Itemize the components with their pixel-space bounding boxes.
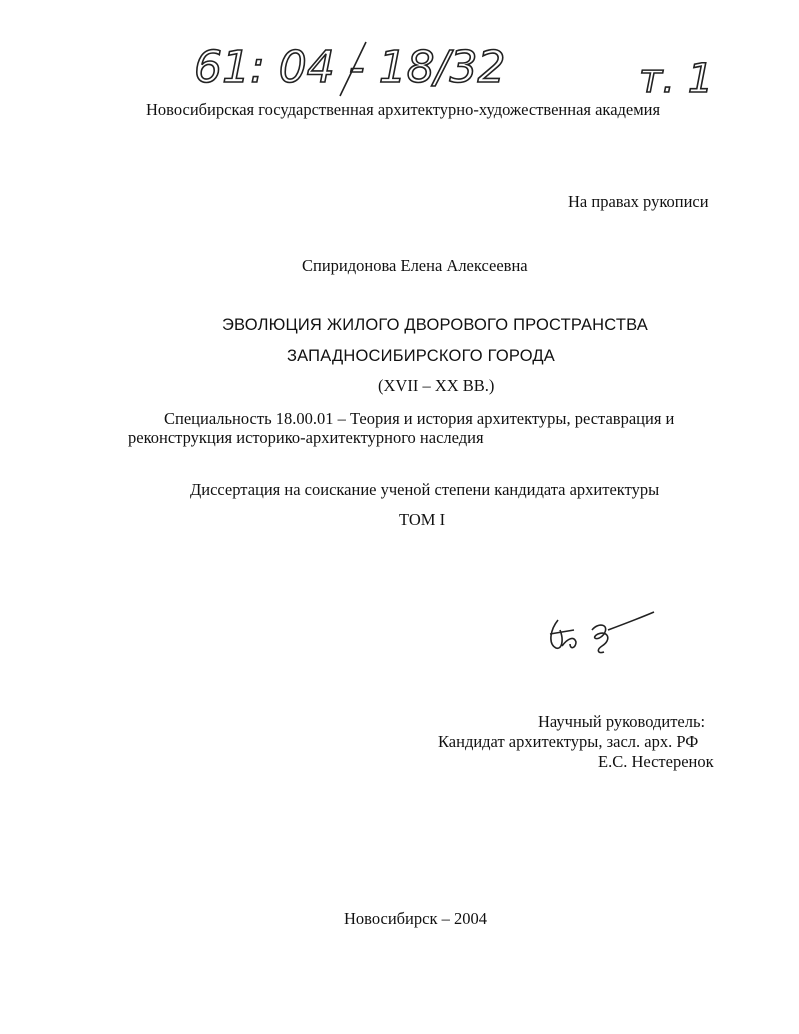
handwritten-code	[190, 30, 506, 100]
dissertation-description: Диссертация на соискание ученой степени кандидата архитектуры	[190, 480, 660, 499]
supervisor-name: Е.С. Нестеренок	[598, 752, 714, 771]
city-year: Новосибирск – 2004	[344, 909, 487, 928]
title-line-1: ЭВОЛЮЦИЯ ЖИЛОГО ДВОРОВОГО ПРОСТРАНСТВА	[222, 316, 648, 334]
handwritten-volume-mark	[635, 48, 725, 106]
volume-label: ТОМ I	[399, 510, 446, 529]
title-line-3: (XVII – XX ВВ.)	[378, 376, 495, 395]
supervisor-label: Научный руководитель:	[538, 712, 706, 731]
svg-text:т. 1: т. 1	[639, 56, 714, 102]
title-line-2: ЗАПАДНОСИБИРСКОГО ГОРОДА	[287, 347, 555, 365]
supervisor-degree: Кандидат архитектуры, засл. арх. РФ	[438, 732, 699, 751]
manuscript-note: На правах рукописи	[568, 192, 709, 211]
institution-name: Новосибирская государственная архитектурно-художественная академия	[146, 100, 661, 119]
author-name: Спиридонова Елена Алексеевна	[302, 256, 528, 275]
signature	[540, 600, 660, 660]
specialty-line-2: реконструкция историко-архитектурного наследия	[128, 428, 484, 447]
svg-text:61: 04 - 18/32: 61: 04 - 18/32	[194, 42, 506, 93]
specialty-line-1: Специальность 18.00.01 – Теория и история архитектуры, реставрация и	[164, 409, 675, 428]
